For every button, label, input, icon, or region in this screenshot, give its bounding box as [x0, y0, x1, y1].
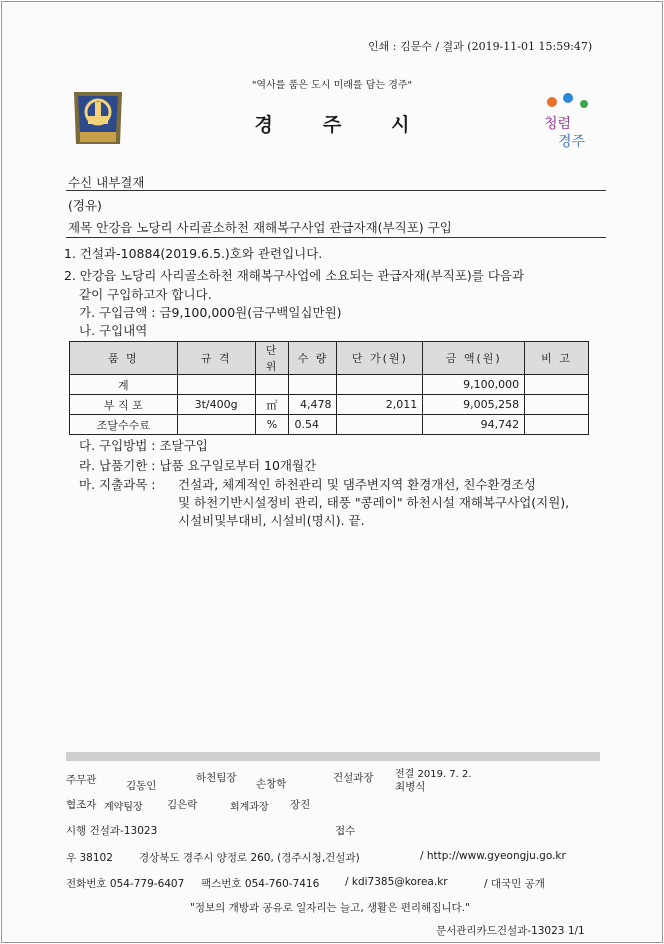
director-name: 최병식 — [395, 781, 426, 793]
table-cell — [255, 375, 289, 395]
table-cell: 4,478 — [289, 395, 337, 415]
table-row — [70, 375, 589, 395]
table-cell — [337, 415, 423, 435]
recipient-line: 수신 내부결재 — [68, 175, 145, 190]
delivery-deadline-line: 라. 납품기한 : 납품 요구일로부터 10개월간 — [79, 458, 317, 473]
receipt-label: 접수 — [335, 825, 356, 837]
table-cell: 94,742 — [423, 415, 525, 435]
cooperator-1-name: 김은락 — [167, 799, 198, 811]
cheongjeong-gyeongju-logo — [536, 92, 600, 156]
cooperator-2-role: 회계과장 — [230, 802, 269, 813]
director-role: 건설과장 — [333, 772, 374, 784]
city-slogan: "역사를 품은 도시 미래를 담는 경주" — [251, 80, 413, 91]
body-line-1: 1. 건설과-10884(2019.6.5.)호와 관련입니다. — [64, 246, 323, 261]
purchase-amount-line: 가. 구입금액 : 금9,100,000원(금구백일십만원) — [79, 305, 342, 320]
issuing-authority-title: 경주시 — [254, 114, 460, 136]
cooperator-label: 협조자 — [66, 799, 97, 811]
disclosure-status: / 대국민 공개 — [484, 878, 545, 890]
expense-line-3: 시설비및부대비, 시설비(명시). 끝. — [178, 513, 365, 528]
table-cell: 계 — [70, 375, 178, 395]
column-header: 단 가(원) — [337, 342, 423, 375]
table-cell: 부 직 포 — [70, 395, 178, 415]
logo-text-1: 청렴 — [544, 116, 572, 132]
drafter-name: 김동인 — [126, 780, 157, 792]
column-header: 비 고 — [525, 342, 589, 375]
table-cell: % — [255, 415, 289, 435]
column-header: 규 격 — [177, 342, 255, 375]
fax-number: 팩스번호 054-760-7416 — [201, 878, 320, 890]
table-cell: 3t/400g — [177, 395, 255, 415]
divider — [66, 190, 606, 191]
expense-label: 마. 지출과목 : — [79, 477, 156, 492]
body-line-2a: 2. 안강읍 노당리 사리골소하천 재해복구사업에 소요되는 관급자재(부직포)를 다음과 — [64, 268, 525, 283]
drafter-role: 주무관 — [66, 774, 97, 786]
purchase-details-label: 나. 구입내역 — [79, 323, 148, 338]
table-cell — [525, 395, 589, 415]
purchase-items-table — [69, 341, 589, 435]
cooperator-1-role: 계약팀장 — [104, 802, 143, 813]
print-info: 인쇄 : 김문수 / 결과 (2019-11-01 15:59:47) — [368, 40, 593, 53]
table-cell: ㎡ — [255, 395, 289, 415]
table-cell: 9,100,000 — [423, 375, 525, 395]
expense-line-1: 건설과, 체계적인 하천관리 및 댐주변지역 환경개선, 친수환경조성 — [178, 477, 536, 492]
email-link[interactable]: / kdi7385@korea.kr — [345, 876, 448, 888]
postal-code: 우 38102 — [66, 852, 113, 864]
column-header: 수 량 — [289, 342, 337, 375]
table-cell: 9,005,258 — [423, 395, 525, 415]
table-cell: 2,011 — [337, 395, 423, 415]
table-cell — [289, 375, 337, 395]
approval-date: 전결 2019. 7. 2. — [395, 769, 472, 780]
via-line: (경유) — [68, 198, 102, 213]
footer-divider-bar — [66, 752, 600, 761]
table-cell — [177, 375, 255, 395]
enforcement-number: 시행 건설과-13023 — [66, 825, 158, 837]
table-cell: 0.54 — [289, 415, 337, 435]
table-cell — [525, 375, 589, 395]
team-leader-name: 손창학 — [256, 778, 287, 790]
column-header: 금 액(원) — [423, 342, 525, 375]
government-motto: "정보의 개방과 공유로 일자리는 늘고, 생활은 편리해집니다." — [190, 902, 470, 914]
table-row — [70, 415, 589, 435]
purchase-method-line: 다. 구입방법 : 조달구입 — [79, 438, 208, 453]
document-card-id: 문서관리카드건설과-13023 1/1 — [436, 925, 585, 937]
column-header: 단위 — [255, 342, 289, 375]
phone-number: 전화번호 054-779-6407 — [66, 878, 185, 890]
logo-text-2: 경주 — [558, 134, 586, 150]
divider — [66, 237, 606, 238]
cooperator-2-name: 장진 — [290, 799, 311, 811]
office-address: 경상북도 경주시 양정로 260, (경주시청,건설과) — [139, 852, 360, 864]
table-row — [70, 395, 589, 415]
expense-line-2: 및 하천기반시설정비 관리, 태풍 "콩레이" 하천시설 재해복구사업(지원), — [178, 495, 570, 510]
table-cell: 조달수수료 — [70, 415, 178, 435]
team-leader-role: 하천팀장 — [196, 772, 237, 784]
table-cell — [525, 415, 589, 435]
table-cell — [177, 415, 255, 435]
column-header: 품 명 — [70, 342, 178, 375]
table-header-row — [70, 342, 589, 375]
subject-line: 제목 안강읍 노당리 사리골소하천 재해복구사업 관급자재(부직포) 구입 — [68, 220, 452, 235]
homepage-link[interactable]: / http://www.gyeongju.go.kr — [420, 850, 566, 862]
body-line-2b: 같이 구입하고자 합니다. — [79, 287, 212, 302]
table-cell — [337, 375, 423, 395]
